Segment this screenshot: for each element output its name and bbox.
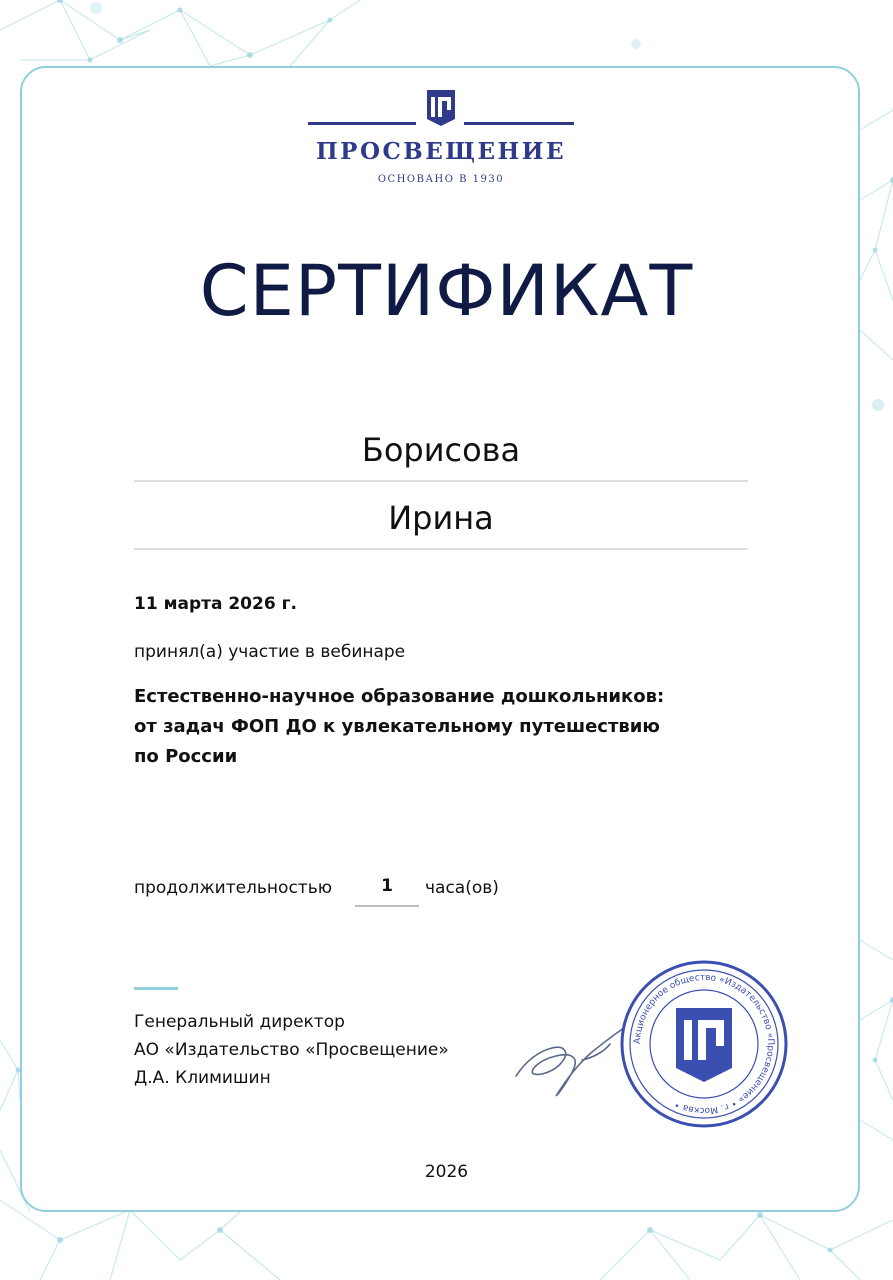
logo-rule-right <box>464 122 574 125</box>
signer-name: Д.А. Климишин <box>134 1068 271 1088</box>
company-stamp-icon <box>618 958 790 1130</box>
logo-wordmark: ПРОСВЕЩЕНИЕ <box>315 138 567 165</box>
webinar-title-line: от задач ФОП ДО к увлекательному путешествию <box>134 716 660 737</box>
duration-unit: часа(ов) <box>425 878 499 898</box>
signer-position: Генеральный директор <box>134 1012 345 1032</box>
participation-text: принял(а) участие в вебинаре <box>134 642 406 662</box>
certificate-title: СЕРТИФИКАТ <box>199 250 694 332</box>
event-date: 11 марта 2026 г. <box>134 594 297 614</box>
signer-company: АО «Издательство «Просвещение» <box>134 1040 449 1060</box>
signer-block <box>134 1008 449 1092</box>
given-name-underline <box>134 548 748 550</box>
stamp-ring-text: Акционерное общество «Издательство «Просвещение» • г. Москва • <box>632 972 776 1116</box>
ip-logo-icon <box>424 88 458 128</box>
logo-rule-left <box>308 122 416 125</box>
publisher-logo <box>306 86 576 186</box>
recipient-given-name: Ирина <box>388 499 494 537</box>
recipient-surname: Борисова <box>361 431 521 469</box>
webinar-title-line: по России <box>134 746 238 767</box>
duration-underline <box>355 905 419 907</box>
duration-value: 1 <box>381 876 393 896</box>
logo-founded-text: ОСНОВАНО В 1930 <box>377 174 505 185</box>
accent-divider <box>134 987 178 990</box>
webinar-title <box>134 682 754 772</box>
webinar-title-line: Естественно-научное образование дошкольников: <box>134 686 665 707</box>
surname-underline <box>134 480 748 482</box>
duration-label: продолжительностью <box>134 878 333 898</box>
certificate-year: 2026 <box>424 1162 469 1182</box>
